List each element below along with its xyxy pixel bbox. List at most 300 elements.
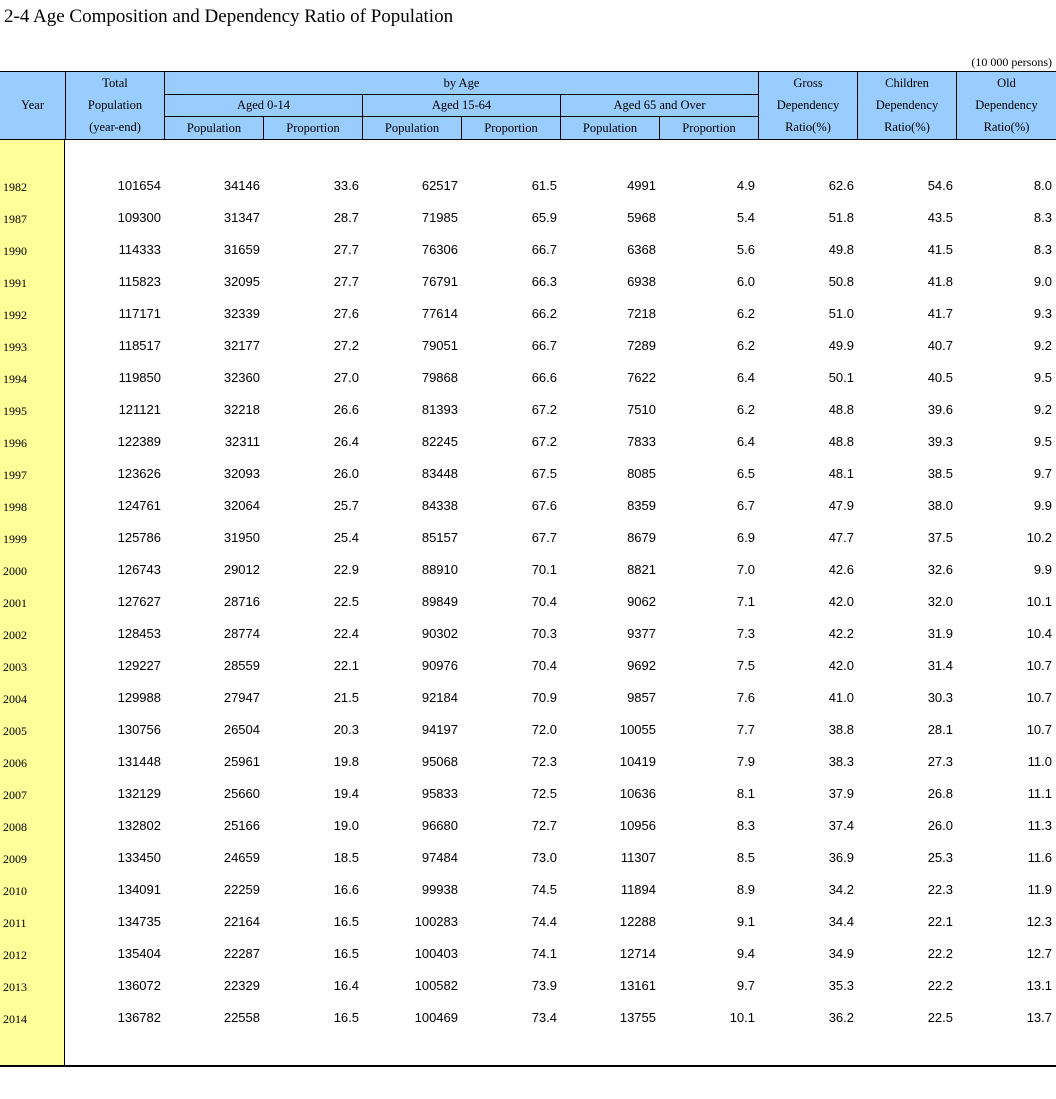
header-total-line2: Population (87, 97, 143, 112)
gross-dependency-ratio-cell: 42.0 (828, 658, 854, 673)
children-dependency-ratio-cell: 22.1 (927, 914, 953, 929)
gross-dependency-ratio-cell: 38.8 (828, 722, 854, 737)
header-aged-65-over: Aged 65 and Over (561, 95, 759, 117)
aged-15-64-proportion-cell: 66.6 (531, 370, 557, 385)
aged-0-14-proportion-cell: 19.0 (333, 818, 359, 833)
gross-dependency-ratio-cell: 38.3 (828, 754, 854, 769)
aged-15-64-population-cell: 83448 (421, 466, 458, 481)
aged-65-population-cell: 13755 (619, 1010, 656, 1025)
table-row (0, 336, 1056, 356)
aged-0-14-proportion-cell: 22.9 (333, 562, 359, 577)
header-population: Population (165, 117, 264, 140)
gross-dependency-ratio-cell: 50.1 (828, 370, 854, 385)
aged-65-proportion-cell: 6.2 (736, 402, 755, 417)
year-cell: 2006 (3, 756, 27, 770)
aged-0-14-proportion-cell: 16.5 (333, 1010, 359, 1025)
aged-15-64-population-cell: 81393 (421, 402, 458, 417)
aged-15-64-population-cell: 76306 (421, 242, 458, 257)
header-total-population (66, 72, 165, 140)
old-dependency-ratio-cell: 9.2 (1033, 338, 1052, 353)
aged-0-14-proportion-cell: 16.5 (333, 946, 359, 961)
total-population-cell: 130756 (117, 722, 161, 737)
total-population-cell: 128453 (117, 626, 161, 641)
aged-65-proportion-cell: 8.3 (736, 818, 755, 833)
children-dependency-ratio-cell: 41.7 (927, 306, 953, 321)
aged-65-proportion-cell: 7.1 (736, 594, 755, 609)
aged-15-64-proportion-cell: 73.9 (531, 978, 557, 993)
old-dependency-ratio-cell: 9.2 (1033, 402, 1052, 417)
table-row (0, 1008, 1056, 1028)
old-dependency-ratio-cell: 9.9 (1033, 562, 1052, 577)
aged-65-population-cell: 7833 (627, 434, 656, 449)
total-population-cell: 134091 (117, 882, 161, 897)
aged-0-14-proportion-cell: 18.5 (333, 850, 359, 865)
aged-65-proportion-cell: 6.2 (736, 338, 755, 353)
aged-65-proportion-cell: 9.4 (736, 946, 755, 961)
aged-15-64-proportion-cell: 67.5 (531, 466, 557, 481)
aged-0-14-population-cell: 22259 (223, 882, 260, 897)
gross-dependency-ratio-cell: 37.9 (828, 786, 854, 801)
aged-15-64-population-cell: 100582 (414, 978, 458, 993)
old-dependency-ratio-cell: 11.1 (1027, 786, 1052, 801)
header-old-line1: Old (997, 75, 1016, 90)
total-population-cell: 114333 (118, 242, 161, 257)
aged-15-64-population-cell: 76791 (421, 274, 458, 289)
total-population-cell: 126743 (117, 562, 161, 577)
children-dependency-ratio-cell: 31.4 (927, 658, 953, 673)
aged-0-14-population-cell: 25961 (223, 754, 260, 769)
children-dependency-ratio-cell: 32.6 (927, 562, 953, 577)
old-dependency-ratio-cell: 12.3 (1026, 914, 1052, 929)
aged-0-14-proportion-cell: 27.7 (333, 242, 359, 257)
aged-0-14-population-cell: 25660 (223, 786, 260, 801)
table-row (0, 272, 1056, 292)
aged-65-proportion-cell: 10.1 (729, 1010, 755, 1025)
table-row (0, 848, 1056, 868)
aged-15-64-proportion-cell: 66.7 (531, 242, 557, 257)
old-dependency-ratio-cell: 11.9 (1027, 882, 1052, 897)
aged-0-14-population-cell: 32218 (223, 402, 260, 417)
aged-15-64-population-cell: 71985 (421, 210, 458, 225)
aged-0-14-population-cell: 31950 (223, 530, 260, 545)
header-children-dependency (858, 72, 957, 140)
table-row (0, 624, 1056, 644)
children-dependency-ratio-cell: 26.0 (927, 818, 953, 833)
header-proportion: Proportion (462, 117, 561, 140)
aged-15-64-population-cell: 90976 (421, 658, 458, 673)
aged-0-14-population-cell: 22329 (223, 978, 260, 993)
header-children-line1: Children (885, 75, 929, 90)
year-cell: 2013 (3, 980, 27, 994)
table-row (0, 528, 1056, 548)
total-population-cell: 125786 (117, 530, 161, 545)
aged-0-14-population-cell: 28716 (223, 594, 260, 609)
gross-dependency-ratio-cell: 41.0 (828, 690, 854, 705)
gross-dependency-ratio-cell: 48.8 (828, 434, 854, 449)
aged-0-14-proportion-cell: 25.7 (333, 498, 359, 513)
children-dependency-ratio-cell: 37.5 (927, 530, 953, 545)
aged-15-64-population-cell: 95068 (421, 754, 458, 769)
page-title: 2-4 Age Composition and Dependency Ratio of Population (4, 6, 454, 27)
gross-dependency-ratio-cell: 34.2 (828, 882, 854, 897)
year-cell: 2009 (3, 852, 27, 866)
header-children-line3: Ratio(%) (884, 120, 930, 135)
old-dependency-ratio-cell: 9.7 (1033, 466, 1052, 481)
aged-0-14-population-cell: 26504 (223, 722, 260, 737)
aged-15-64-proportion-cell: 70.1 (531, 562, 557, 577)
aged-0-14-population-cell: 28774 (223, 626, 260, 641)
aged-65-proportion-cell: 6.9 (736, 530, 755, 545)
aged-0-14-proportion-cell: 26.4 (333, 434, 359, 449)
aged-65-population-cell: 9692 (627, 658, 656, 673)
old-dependency-ratio-cell: 13.1 (1026, 978, 1052, 993)
year-cell: 1987 (3, 212, 27, 226)
year-cell: 2002 (3, 628, 27, 642)
aged-15-64-proportion-cell: 74.4 (531, 914, 557, 929)
aged-15-64-population-cell: 77614 (421, 306, 458, 321)
total-population-cell: 101654 (117, 178, 161, 193)
header-proportion: Proportion (264, 117, 363, 140)
aged-15-64-population-cell: 79868 (421, 370, 458, 385)
header-gross-line1: Gross (793, 75, 823, 90)
header-year: Year (0, 72, 66, 140)
table-row (0, 912, 1056, 932)
header-old-dependency (957, 72, 1056, 140)
aged-15-64-population-cell: 85157 (421, 530, 458, 545)
aged-15-64-proportion-cell: 70.4 (531, 658, 557, 673)
aged-15-64-proportion-cell: 73.4 (531, 1010, 557, 1025)
aged-65-population-cell: 6938 (627, 274, 656, 289)
year-cell: 1990 (3, 244, 27, 258)
aged-0-14-population-cell: 31347 (223, 210, 260, 225)
table-row (0, 208, 1056, 228)
aged-15-64-proportion-cell: 66.3 (531, 274, 557, 289)
year-cell: 2012 (3, 948, 27, 962)
gross-dependency-ratio-cell: 49.9 (828, 338, 854, 353)
aged-65-population-cell: 9062 (627, 594, 656, 609)
aged-15-64-proportion-cell: 73.0 (531, 850, 557, 865)
old-dependency-ratio-cell: 13.7 (1026, 1010, 1052, 1025)
children-dependency-ratio-cell: 38.5 (927, 466, 953, 481)
total-population-cell: 133450 (117, 850, 161, 865)
total-population-cell: 129988 (117, 690, 161, 705)
aged-15-64-population-cell: 79051 (421, 338, 458, 353)
gross-dependency-ratio-cell: 42.2 (828, 626, 854, 641)
children-dependency-ratio-cell: 41.8 (927, 274, 953, 289)
old-dependency-ratio-cell: 10.1 (1026, 594, 1052, 609)
table-row (0, 368, 1056, 388)
total-population-cell: 129227 (117, 658, 161, 673)
aged-0-14-population-cell: 29012 (223, 562, 260, 577)
year-cell: 1998 (3, 500, 27, 514)
header-by-age: by Age (165, 72, 759, 95)
aged-15-64-population-cell: 100469 (414, 1010, 458, 1025)
total-population-cell: 134735 (117, 914, 161, 929)
aged-15-64-population-cell: 96680 (421, 818, 458, 833)
aged-0-14-proportion-cell: 16.6 (333, 882, 359, 897)
aged-0-14-proportion-cell: 22.5 (333, 594, 359, 609)
year-cell: 2005 (3, 724, 27, 738)
aged-65-population-cell: 10055 (619, 722, 656, 737)
year-cell: 1999 (3, 532, 27, 546)
year-cell: 2004 (3, 692, 27, 706)
children-dependency-ratio-cell: 26.8 (927, 786, 953, 801)
children-dependency-ratio-cell: 31.9 (927, 626, 953, 641)
aged-65-proportion-cell: 4.9 (736, 178, 755, 193)
aged-0-14-proportion-cell: 16.4 (333, 978, 359, 993)
aged-65-population-cell: 7622 (627, 370, 656, 385)
aged-65-proportion-cell: 7.0 (736, 562, 755, 577)
gross-dependency-ratio-cell: 48.1 (828, 466, 854, 481)
aged-65-proportion-cell: 6.4 (736, 370, 755, 385)
children-dependency-ratio-cell: 38.0 (927, 498, 953, 513)
old-dependency-ratio-cell: 9.3 (1033, 306, 1052, 321)
aged-65-proportion-cell: 5.6 (736, 242, 755, 257)
aged-0-14-proportion-cell: 22.1 (333, 658, 359, 673)
aged-65-population-cell: 11894 (620, 882, 656, 897)
aged-15-64-population-cell: 100283 (414, 914, 458, 929)
aged-65-proportion-cell: 6.5 (736, 466, 755, 481)
total-population-cell: 136782 (117, 1010, 161, 1025)
aged-0-14-population-cell: 27947 (223, 690, 260, 705)
aged-65-proportion-cell: 7.7 (736, 722, 755, 737)
aged-0-14-population-cell: 32339 (223, 306, 260, 321)
aged-0-14-proportion-cell: 27.0 (333, 370, 359, 385)
aged-65-proportion-cell: 9.1 (736, 914, 755, 929)
children-dependency-ratio-cell: 30.3 (927, 690, 953, 705)
aged-0-14-population-cell: 22558 (223, 1010, 260, 1025)
aged-65-population-cell: 12288 (619, 914, 656, 929)
gross-dependency-ratio-cell: 50.8 (828, 274, 854, 289)
header-aged-0-14: Aged 0-14 (165, 95, 363, 117)
header-total-line3: (year-end) (89, 120, 141, 135)
table-row (0, 432, 1056, 452)
aged-15-64-proportion-cell: 74.5 (531, 882, 557, 897)
children-dependency-ratio-cell: 54.6 (927, 178, 953, 193)
header-old-line3: Ratio(%) (983, 120, 1030, 135)
aged-0-14-proportion-cell: 20.3 (333, 722, 359, 737)
total-population-cell: 123626 (117, 466, 161, 481)
aged-15-64-proportion-cell: 70.4 (531, 594, 557, 609)
children-dependency-ratio-cell: 41.5 (927, 242, 953, 257)
aged-0-14-population-cell: 32095 (223, 274, 260, 289)
header-gross-line2: Dependency (776, 97, 840, 112)
children-dependency-ratio-cell: 32.0 (927, 594, 953, 609)
aged-65-population-cell: 13161 (619, 978, 656, 993)
year-cell: 1997 (3, 468, 27, 482)
old-dependency-ratio-cell: 10.4 (1026, 626, 1052, 641)
aged-65-proportion-cell: 6.2 (736, 306, 755, 321)
total-population-cell: 132802 (117, 818, 161, 833)
total-population-cell: 119850 (118, 370, 161, 385)
aged-15-64-proportion-cell: 72.3 (531, 754, 557, 769)
aged-65-proportion-cell: 8.1 (736, 786, 755, 801)
year-cell: 1993 (3, 340, 27, 354)
aged-15-64-population-cell: 89849 (421, 594, 458, 609)
aged-0-14-proportion-cell: 27.6 (333, 306, 359, 321)
aged-0-14-population-cell: 31659 (223, 242, 260, 257)
aged-15-64-proportion-cell: 72.0 (531, 722, 557, 737)
old-dependency-ratio-cell: 10.7 (1026, 690, 1052, 705)
aged-15-64-proportion-cell: 72.7 (531, 818, 557, 833)
children-dependency-ratio-cell: 39.3 (927, 434, 953, 449)
aged-0-14-population-cell: 28559 (223, 658, 260, 673)
table-row (0, 752, 1056, 772)
gross-dependency-ratio-cell: 36.2 (828, 1010, 854, 1025)
table-row (0, 176, 1056, 196)
aged-15-64-population-cell: 90302 (421, 626, 458, 641)
aged-0-14-population-cell: 22287 (223, 946, 260, 961)
header-children-line2: Dependency (875, 97, 939, 112)
total-population-cell: 127627 (117, 594, 161, 609)
old-dependency-ratio-cell: 10.2 (1026, 530, 1052, 545)
table-row (0, 304, 1056, 324)
aged-15-64-proportion-cell: 67.2 (531, 434, 557, 449)
aged-0-14-proportion-cell: 26.0 (333, 466, 359, 481)
gross-dependency-ratio-cell: 51.8 (828, 210, 854, 225)
table-row (0, 688, 1056, 708)
aged-65-population-cell: 11307 (620, 850, 656, 865)
aged-0-14-proportion-cell: 33.6 (333, 178, 359, 193)
old-dependency-ratio-cell: 10.7 (1026, 658, 1052, 673)
total-population-cell: 121121 (118, 402, 161, 417)
old-dependency-ratio-cell: 10.7 (1026, 722, 1052, 737)
aged-15-64-population-cell: 92184 (421, 690, 458, 705)
unit-note: (10 000 persons) (971, 55, 1052, 69)
aged-65-proportion-cell: 6.4 (736, 434, 755, 449)
aged-65-population-cell: 9857 (627, 690, 656, 705)
aged-65-proportion-cell: 9.7 (736, 978, 755, 993)
table-row (0, 784, 1056, 804)
aged-0-14-proportion-cell: 16.5 (333, 914, 359, 929)
children-dependency-ratio-cell: 40.5 (927, 370, 953, 385)
year-cell: 1991 (3, 276, 27, 290)
aged-65-population-cell: 7510 (627, 402, 656, 417)
aged-15-64-population-cell: 82245 (421, 434, 458, 449)
aged-0-14-proportion-cell: 22.4 (333, 626, 359, 641)
gross-dependency-ratio-cell: 34.9 (828, 946, 854, 961)
aged-65-population-cell: 7289 (627, 338, 656, 353)
aged-65-proportion-cell: 7.3 (736, 626, 755, 641)
children-dependency-ratio-cell: 22.5 (927, 1010, 953, 1025)
aged-65-proportion-cell: 5.4 (736, 210, 755, 225)
table-row (0, 240, 1056, 260)
year-cell: 2001 (3, 596, 27, 610)
old-dependency-ratio-cell: 9.5 (1033, 370, 1052, 385)
table-row (0, 592, 1056, 612)
year-cell: 2011 (3, 916, 27, 930)
aged-0-14-population-cell: 25166 (223, 818, 260, 833)
old-dependency-ratio-cell: 9.9 (1033, 498, 1052, 513)
old-dependency-ratio-cell: 11.3 (1027, 818, 1052, 833)
aged-65-population-cell: 8821 (627, 562, 656, 577)
aged-0-14-population-cell: 22164 (223, 914, 260, 929)
aged-15-64-population-cell: 95833 (421, 786, 458, 801)
year-cell: 1995 (3, 404, 27, 418)
aged-0-14-proportion-cell: 28.7 (333, 210, 359, 225)
children-dependency-ratio-cell: 43.5 (927, 210, 953, 225)
aged-65-proportion-cell: 6.7 (736, 498, 755, 513)
total-population-cell: 136072 (117, 978, 161, 993)
gross-dependency-ratio-cell: 42.0 (828, 594, 854, 609)
aged-0-14-proportion-cell: 27.2 (333, 338, 359, 353)
table-row (0, 880, 1056, 900)
total-population-cell: 132129 (117, 786, 161, 801)
year-cell: 2010 (3, 884, 27, 898)
aged-15-64-population-cell: 62517 (421, 178, 458, 193)
aged-65-population-cell: 4991 (627, 178, 656, 193)
table-row (0, 816, 1056, 836)
aged-15-64-proportion-cell: 66.2 (531, 306, 557, 321)
header-old-line2: Dependency (975, 97, 1038, 112)
aged-65-proportion-cell: 7.6 (736, 690, 755, 705)
children-dependency-ratio-cell: 39.6 (927, 402, 953, 417)
total-population-cell: 109300 (117, 210, 161, 225)
gross-dependency-ratio-cell: 36.9 (828, 850, 854, 865)
aged-15-64-proportion-cell: 72.5 (531, 786, 557, 801)
aged-65-proportion-cell: 8.9 (736, 882, 755, 897)
aged-15-64-proportion-cell: 67.6 (531, 498, 557, 513)
total-population-cell: 122389 (117, 434, 161, 449)
old-dependency-ratio-cell: 9.0 (1033, 274, 1052, 289)
year-cell: 2014 (3, 1012, 27, 1026)
header-population: Population (561, 117, 660, 140)
gross-dependency-ratio-cell: 34.4 (828, 914, 854, 929)
old-dependency-ratio-cell: 11.6 (1027, 850, 1052, 865)
total-population-cell: 135404 (117, 946, 161, 961)
aged-0-14-population-cell: 24659 (223, 850, 260, 865)
header-proportion: Proportion (660, 117, 759, 140)
table-row (0, 464, 1056, 484)
aged-65-population-cell: 8085 (627, 466, 656, 481)
aged-15-64-proportion-cell: 67.2 (531, 402, 557, 417)
aged-65-proportion-cell: 8.5 (736, 850, 755, 865)
aged-65-proportion-cell: 7.5 (736, 658, 755, 673)
header-gross-line3: Ratio(%) (785, 120, 831, 135)
aged-15-64-proportion-cell: 67.7 (531, 530, 557, 545)
gross-dependency-ratio-cell: 51.0 (828, 306, 854, 321)
year-cell: 1982 (3, 180, 27, 194)
aged-15-64-population-cell: 94197 (421, 722, 458, 737)
year-cell: 1994 (3, 372, 27, 386)
year-cell: 2000 (3, 564, 27, 578)
total-population-cell: 124761 (117, 498, 161, 513)
aged-15-64-proportion-cell: 74.1 (531, 946, 557, 961)
aged-65-population-cell: 10956 (619, 818, 656, 833)
children-dependency-ratio-cell: 27.3 (927, 754, 953, 769)
table-header (0, 72, 1056, 140)
aged-15-64-population-cell: 84338 (421, 498, 458, 513)
old-dependency-ratio-cell: 8.3 (1033, 242, 1052, 257)
old-dependency-ratio-cell: 11.0 (1027, 754, 1052, 769)
old-dependency-ratio-cell: 9.5 (1033, 434, 1052, 449)
table-row (0, 400, 1056, 420)
gross-dependency-ratio-cell: 48.8 (828, 402, 854, 417)
table-row (0, 720, 1056, 740)
aged-15-64-population-cell: 99938 (421, 882, 458, 897)
aged-65-proportion-cell: 7.9 (736, 754, 755, 769)
children-dependency-ratio-cell: 22.2 (927, 946, 953, 961)
children-dependency-ratio-cell: 22.3 (927, 882, 953, 897)
aged-15-64-population-cell: 100403 (414, 946, 458, 961)
aged-15-64-proportion-cell: 70.3 (531, 626, 557, 641)
old-dependency-ratio-cell: 8.3 (1033, 210, 1052, 225)
header-total-line1: Total (102, 75, 128, 90)
gross-dependency-ratio-cell: 35.3 (828, 978, 854, 993)
table-bottom-border (0, 1065, 1056, 1067)
children-dependency-ratio-cell: 25.3 (927, 850, 953, 865)
gross-dependency-ratio-cell: 62.6 (828, 178, 854, 193)
